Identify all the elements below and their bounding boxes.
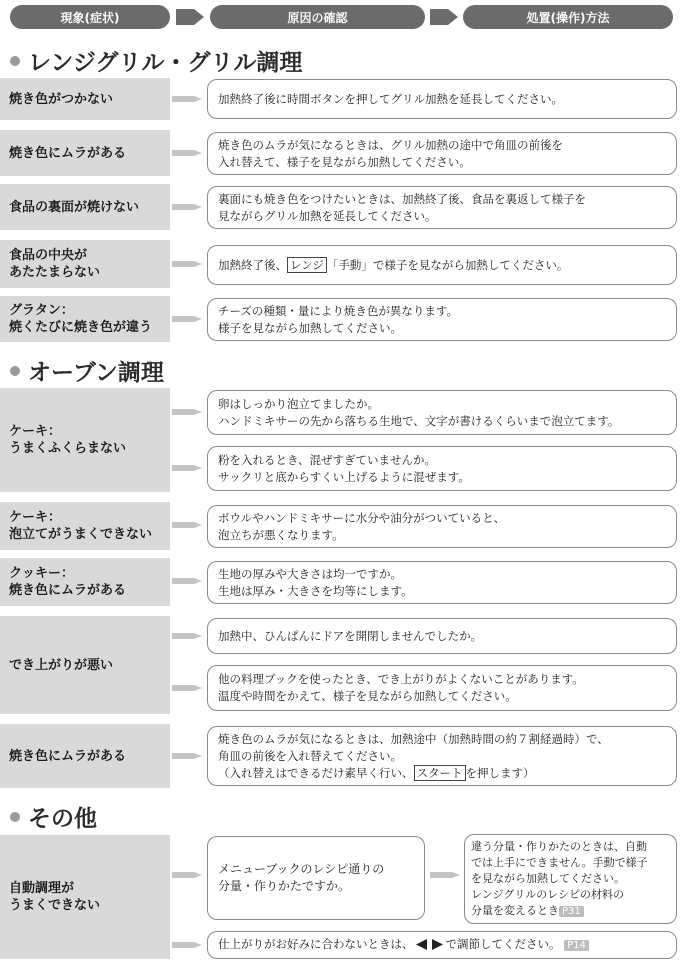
remedy-text: 加熱終了後に時間ボタンを押してグリル加熱を延長してください。 <box>218 91 563 106</box>
section-title-text: オーブン調理 <box>28 360 164 386</box>
symptom-label <box>0 240 170 288</box>
arrow-icon <box>172 681 202 695</box>
remedy-main-text: 違う分量・作りかたのときは、自動 では上手にできません。手動で様子 を見ながら加熱してください。 レンジグリルのレシピの材料の 分量を変えるとき <box>471 839 648 917</box>
symptom-text: 焼き色にムラがある <box>9 748 127 764</box>
cause-text: 粉を入れるとき、混ぜすぎていませんか。 サックリと底からすくい上げるように混ぜます。 <box>218 452 470 484</box>
right-arrow-icon <box>432 939 444 950</box>
arrow-icon <box>430 868 460 882</box>
remedy-text <box>218 936 589 954</box>
symptom-text: 焼き色にムラがある <box>9 145 127 161</box>
cause-text: 加熱中、ひんぱんにドアを開閉しませんでしたか。 <box>218 628 483 643</box>
arrow-icon <box>172 461 202 475</box>
remedy-text-b: 「手動」で様子を見ながら加熱してください。 <box>326 257 569 272</box>
bullet-icon <box>10 366 20 376</box>
symptom-label <box>0 130 170 176</box>
section-title-text: その他 <box>28 806 97 832</box>
arrow-icon <box>172 518 202 532</box>
section-title-text: レンジグリル・グリル調理 <box>28 50 303 76</box>
header-cause-label: 原因の確認 <box>287 10 348 25</box>
symptom-text: 食品の裏面が焼けない <box>9 199 140 215</box>
header-remedy-label: 処置(操作)方法 <box>526 10 610 25</box>
symptom-text: でき上がりが悪い <box>9 657 114 673</box>
arrow-icon <box>172 146 202 160</box>
left-arrow-icon <box>416 939 428 950</box>
remedy-text: 焼き色のムラが気になるときは、グリル加熱の途中で角皿の前後を 入れ替えて、様子を見ながら加熱してください。 <box>218 137 563 169</box>
remedy-box <box>207 132 677 175</box>
remedy-box <box>207 298 677 341</box>
remedy-box <box>464 834 677 924</box>
remedy-text <box>471 839 648 920</box>
remedy-text: 裏面にも焼き色をつけたいときは、加熱終了後、食品を裏返して様子を 見ながらグリル加熱を延長してください。 <box>218 191 586 223</box>
remedy-text <box>218 257 568 274</box>
cause-text: 他の料理ブックを使ったとき、でき上がりがよくないことがあります。 温度や時間をかえて、様子を見ながら加熱してください。 <box>218 672 584 703</box>
symptom-label <box>0 502 170 550</box>
cause-box <box>207 618 677 654</box>
symptom-label <box>0 78 170 120</box>
section-title-other <box>10 800 97 833</box>
symptom-label <box>0 835 170 959</box>
symptom-text: 自動調理が うまくできない <box>9 881 101 913</box>
symptom-text: 焼き色がつかない <box>9 91 114 107</box>
cause-box <box>207 836 425 920</box>
cause-box <box>207 390 677 435</box>
arrow-icon <box>172 574 202 588</box>
remedy-box <box>207 79 677 119</box>
header-symptom-label: 現象(症状) <box>60 10 120 25</box>
bullet-icon <box>10 56 20 66</box>
arrow-icon <box>172 938 202 952</box>
remedy-text-a: 仕上がりがお好みに合わないときは、 <box>218 937 414 951</box>
bullet-icon <box>10 812 20 822</box>
remedy-box <box>207 726 677 786</box>
arrow-icon <box>172 868 202 882</box>
cause-box <box>207 665 677 711</box>
arrow-icon <box>172 92 202 106</box>
arrow-icon <box>172 405 202 419</box>
remedy-text <box>218 731 609 782</box>
page-ref-badge: P31 <box>559 906 584 917</box>
cause-box <box>207 561 677 604</box>
symptom-text: グラタン： 焼くたびに焼き色が違う <box>9 303 153 335</box>
arrow-icon <box>172 200 202 214</box>
remedy-text: チーズの種類・量により焼き色が異なります。 様子を見ながら加熱してください。 <box>218 303 459 335</box>
symptom-label <box>0 724 170 788</box>
page-ref-badge: P14 <box>564 940 589 951</box>
symptom-text: ケーキ： うまくふくらまない <box>9 424 127 456</box>
symptom-label <box>0 184 170 230</box>
key-label: スタート <box>414 765 466 781</box>
remedy-text-b: を押します） <box>465 765 535 780</box>
header-cause <box>210 5 425 29</box>
symptom-label <box>0 296 170 342</box>
arrow-icon <box>172 257 202 271</box>
cause-text: 卵はしっかり泡立てましたか。 ハンドミキサーの先から落ちる生地で、文字が書けるくらいまで泡立てます。 <box>218 396 620 428</box>
arrow-icon <box>172 312 202 326</box>
header-arrow-icon <box>430 9 458 25</box>
symptom-label <box>0 388 170 492</box>
symptom-label <box>0 558 170 606</box>
header-remedy <box>463 5 673 29</box>
symptom-label <box>0 616 170 714</box>
symptom-text: 食品の中央が あたたまらない <box>9 248 101 280</box>
cause-text: ボウルやハンドミキサーに水分や油分がついていると、 泡立ちが悪くなります。 <box>218 510 506 542</box>
section-title-range-grill <box>10 44 302 77</box>
section-title-oven <box>10 354 164 387</box>
symptom-text: ケーキ： 泡立てがうまくできない <box>9 510 153 542</box>
header-symptom <box>10 5 170 29</box>
cause-box <box>207 446 677 491</box>
remedy-box <box>207 931 677 959</box>
remedy-text-a: 加熱終了後、 <box>218 257 287 272</box>
header-arrow-icon <box>176 9 204 25</box>
cause-text: メニューブックのレシピ通りの 分量・作りかたですか。 <box>218 862 385 893</box>
symptom-text: クッキー： 焼き色にムラがある <box>9 566 127 598</box>
remedy-text-a: 焼き色のムラが気になるときは、加熱途中（加熱時間の約７割経過時）で、 角皿の前後を入れ替えてください。 （入れ替えはできるだけ素早く行い、 <box>218 731 609 780</box>
arrow-icon <box>172 629 202 643</box>
key-label: レンジ <box>287 257 327 273</box>
remedy-text-b: で調節してください。 <box>445 937 561 951</box>
remedy-box <box>207 245 677 285</box>
arrow-icon <box>172 749 202 763</box>
cause-box <box>207 505 677 548</box>
remedy-box <box>207 186 677 229</box>
cause-text: 生地の厚みや大きさは均一ですか。 生地は厚み・大きさを均等にします。 <box>218 566 413 598</box>
